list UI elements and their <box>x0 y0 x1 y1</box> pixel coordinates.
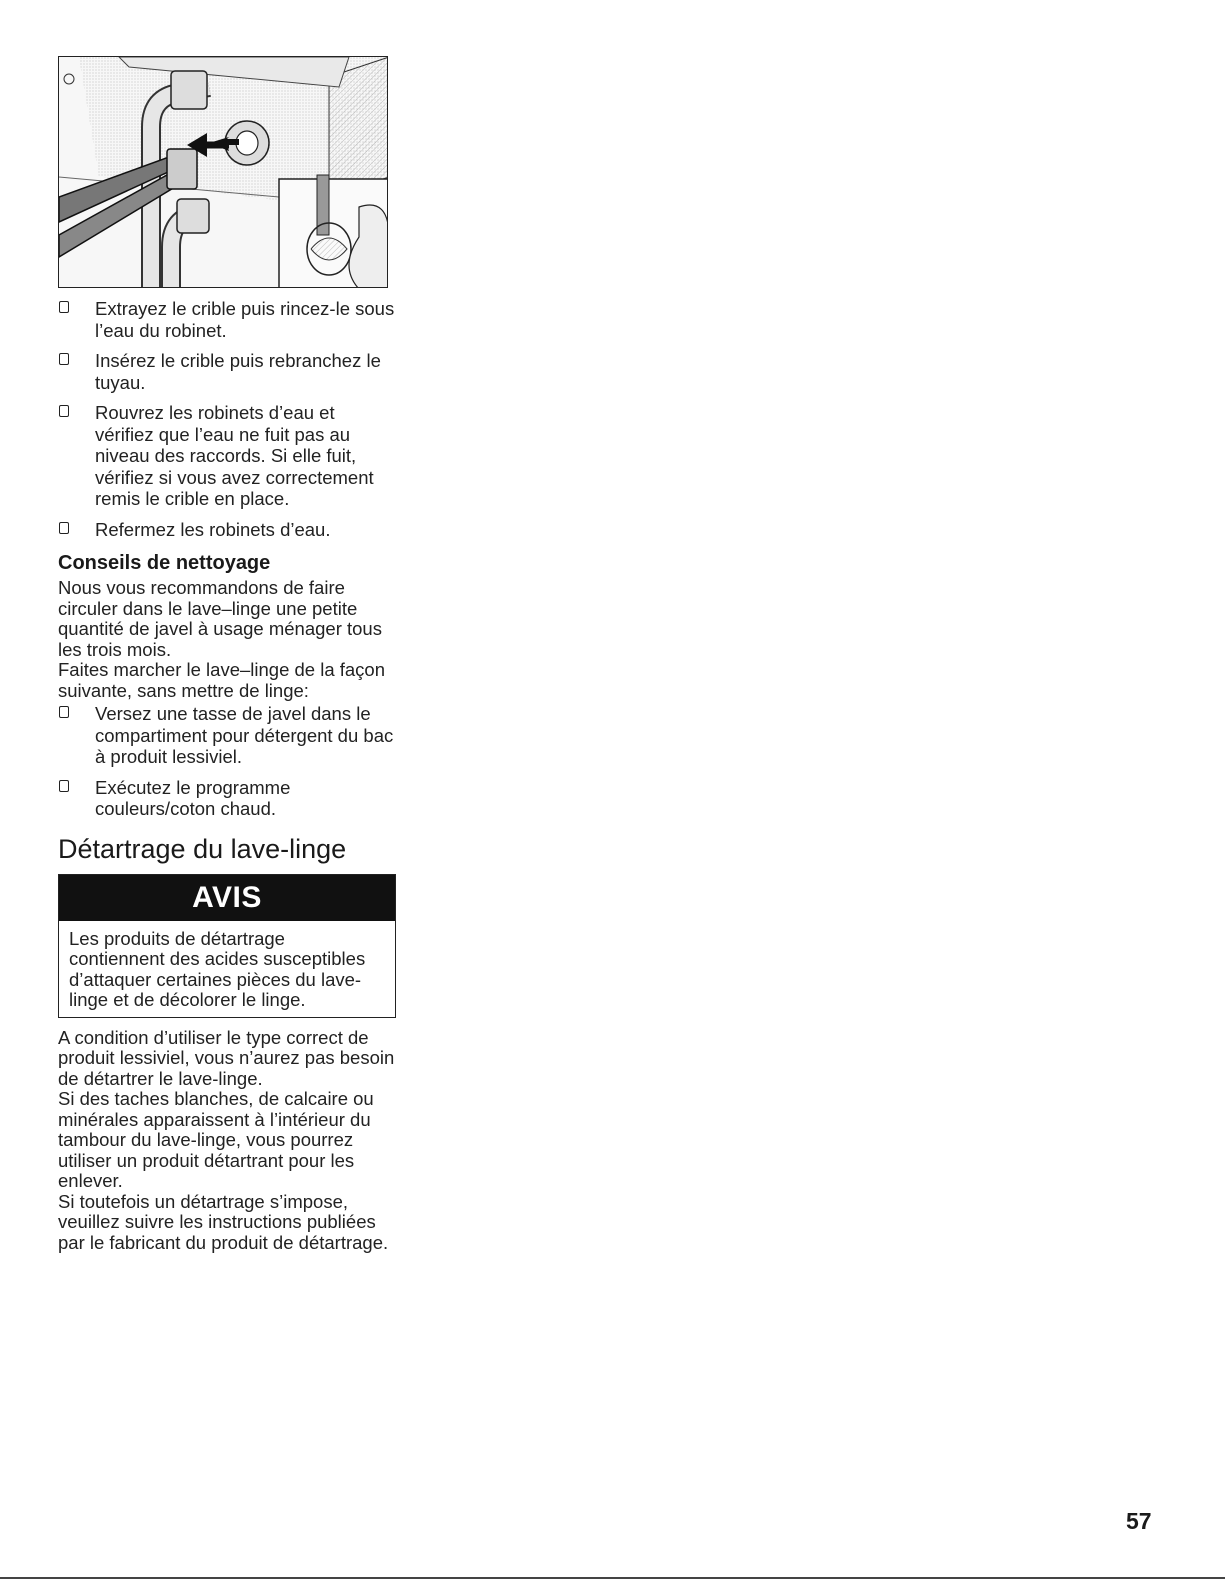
bottom-divider <box>0 1577 1225 1579</box>
list-item: Versez une tasse de javel dans le compartiment pour détergent du bac à produit lessiviel. <box>58 703 396 768</box>
cleaning-paragraph: Faites marcher le lave–linge de la façon suivante, sans mettre de linge: <box>58 659 386 701</box>
descaling-paragraph: Si toutefois un détartrage s’impose, veuillez suivre les instructions publiées par le fabricant du produit de détartrage. <box>58 1190 389 1253</box>
descaling-heading: Détartrage du lave-linge <box>58 833 347 864</box>
hose-filter-illustration <box>58 56 388 288</box>
checkbox-icon <box>59 301 69 313</box>
descaling-paragraph: Si des taches blanches, de calcaire ou minérales apparaissent à l’intérieur du tambour du lave-linge, vous pourrez utiliser un produit détartrant pour les enlever. <box>58 1088 374 1191</box>
cleaning-steps-list <box>58 703 396 820</box>
checkbox-icon <box>59 522 69 534</box>
checkbox-icon <box>59 706 69 718</box>
checkbox-icon <box>59 780 69 792</box>
list-item: Insérez le crible puis rebranchez le tuyau. <box>58 350 396 393</box>
cleaning-heading: Conseils de nettoyage <box>58 552 271 574</box>
filter-steps-list <box>58 298 396 540</box>
descaling-paragraph: A condition d’utiliser le type correct de produit lessiviel, vous n’aurez pas besoin de détartrer le lave-linge. <box>58 1026 395 1089</box>
list-item: Refermez les robinets d’eau. <box>58 519 396 541</box>
cleaning-paragraph: Nous vous recommandons de faire circuler dans le lave–linge une petite quantité de javel à usage ménager tous les trois mois. <box>58 577 382 660</box>
notice-text: Les produits de détartrage contiennent des acides susceptibles d’attaquer certaines pièces du lave-linge et de décolorer le linge. <box>69 927 366 1010</box>
list-item: Exécutez le programme couleurs/coton chaud. <box>58 777 396 820</box>
checkbox-icon <box>59 405 69 417</box>
content-column <box>58 56 396 1253</box>
checkbox-icon <box>59 353 69 365</box>
list-item: Rouvrez les robinets d’eau et vérifiez que l’eau ne fuit pas au niveau des raccords. Si elle fuit, vérifiez si vous avez correctement remis le crible en place. <box>58 402 396 510</box>
page-number: 57 <box>1126 1508 1152 1534</box>
illustration-drawing <box>59 57 388 288</box>
list-item: Extrayez le crible puis rincez-le sous l’eau du robinet. <box>58 298 396 341</box>
notice-box <box>58 874 396 1018</box>
notice-title: AVIS <box>59 875 395 921</box>
